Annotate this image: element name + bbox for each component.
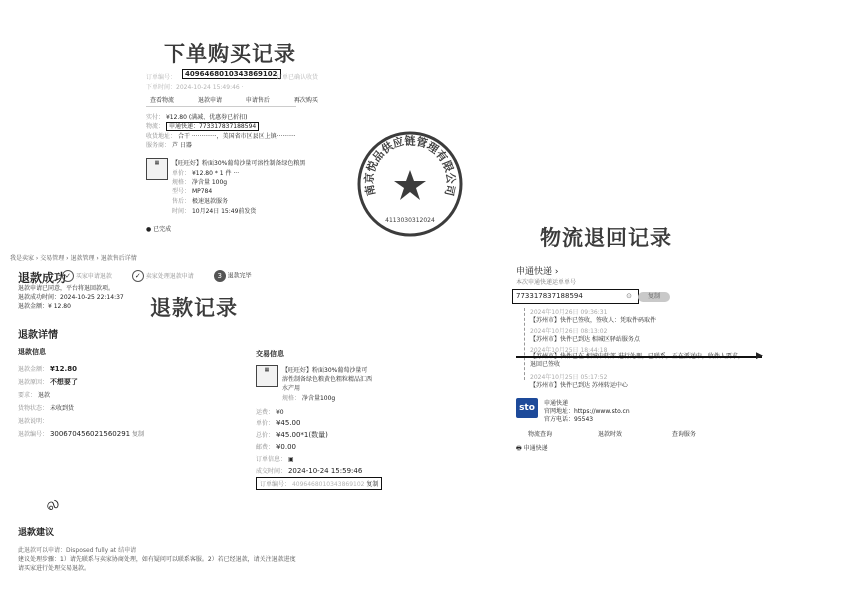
- step-3-number-icon: 3: [214, 270, 226, 282]
- order-service-label: 售后：: [172, 198, 191, 205]
- refund-request-label: 要求：: [18, 392, 37, 399]
- order-price-row: [172, 168, 239, 177]
- trade-row: [256, 430, 328, 440]
- refund-note-label: 退款说明：: [18, 418, 49, 425]
- refund-status-line-2: 退款成功时间：2024-10-25 22:14:37: [18, 294, 124, 301]
- company-name: 申通快递: [544, 400, 569, 407]
- timeline-event-time: 2024年10月25日 05:17:52: [530, 374, 608, 381]
- order-time-blur: 下单时间：2024-10-24 15:49:46 ·: [146, 84, 244, 91]
- refund-reason-value: 不想要了: [49, 378, 78, 386]
- order-time-label: 时间：: [172, 208, 191, 215]
- order-tracking-label: 物流：: [146, 123, 165, 130]
- refund-suggest-line-3: 请买家进行处理交易退款。: [18, 565, 91, 572]
- refund-steps: [62, 270, 252, 282]
- order-seller-row: [146, 140, 192, 149]
- order-service-row: [172, 196, 228, 205]
- step-3-label: 退款完毕: [227, 272, 252, 280]
- refund-request-value: 退款: [37, 392, 50, 399]
- order-amount-value: ¥12.80 (满减、优惠券已折扣): [165, 114, 248, 121]
- company-phone[interactable]: 官方电话：95543: [544, 416, 594, 423]
- logistics-footer-text: 申通快递: [523, 445, 548, 452]
- timeline-event-text: 【苏州市】快件已在 相城中转部 进行处理，已联系，正在派送中，收件人要求，退回已签收: [530, 353, 744, 368]
- logistics-actions: [528, 429, 696, 438]
- timeline-line: [524, 308, 525, 380]
- breadcrumb-item[interactable]: 我是卖家: [10, 255, 35, 262]
- order-seller-label: 服务商：: [146, 142, 171, 149]
- step-2-label: 卖家处理退款申请: [145, 272, 194, 280]
- refund-suggest-line-2: 建议处理步骤：1）请先联系与卖家协商处理，如有疑问可以联系客服。2）若已经退款，请关注退款进度: [18, 556, 296, 563]
- company-website[interactable]: 官网地址：https://www.sto.cn: [544, 408, 630, 415]
- refund-info-row: [18, 390, 50, 399]
- timeline-event-text: 【苏州市】快件已到达 相城区驿站服务点: [530, 336, 640, 343]
- timeline-event-text: 【苏州市】快件已签收，签收人：凭取件码取件: [530, 317, 657, 324]
- breadcrumb-item[interactable]: 交易管理: [40, 255, 65, 262]
- order-time-value: 10月24日 15:49前发货: [191, 208, 257, 215]
- timeline-underline-arrow: [516, 356, 762, 358]
- trade-row: [256, 466, 362, 475]
- order-product-thumbnail[interactable]: ▦: [146, 158, 168, 180]
- refund-info-row: [18, 377, 78, 387]
- trade-row: [256, 418, 300, 427]
- order-service-value: 极速退款服务: [191, 198, 228, 205]
- order-tabs: [150, 95, 318, 104]
- trade-info-title: 交易信息: [256, 350, 284, 358]
- refund-info-title: 退款信息: [18, 348, 46, 356]
- order-spec-value: 净含量 100g: [191, 179, 228, 186]
- trade-order-number-value: 4096468010343869102: [291, 481, 365, 488]
- refund-info-row: [18, 403, 74, 412]
- sto-logo: sto: [516, 398, 538, 418]
- refund-goods-status-value: 未收到货: [49, 405, 74, 412]
- logistics-section-title: 物流退回记录: [540, 226, 672, 250]
- order-product-name[interactable]: 【旺旺好】粉面30%葡萄沙量可溶性制备绿色粮黑: [172, 160, 306, 167]
- trade-deal-time-label: 成交时间：: [256, 468, 287, 475]
- action-timeliness-link[interactable]: 退款时效: [597, 431, 622, 438]
- order-blur-label: 订单编号：: [146, 74, 177, 81]
- logistics-subtitle: 本次申通快递运单单号: [516, 279, 577, 286]
- refund-number-label: 退款编号：: [18, 431, 49, 438]
- order-status-row: [146, 224, 171, 233]
- logistics-copy-button[interactable]: 复制: [638, 292, 670, 302]
- refund-amount-label: 退款金额：: [18, 366, 49, 373]
- timeline-event-time: 2024年10月25日 18:44:18: [530, 347, 608, 354]
- refund-info-row: [18, 429, 144, 438]
- trade-postage-value: ¥0.00: [275, 443, 296, 451]
- logistics-carrier[interactable]: 申通快递 ›: [516, 267, 559, 277]
- refund-info-row: [18, 416, 48, 425]
- step-1-label: 买家申请退款: [75, 272, 112, 280]
- handwriting-mark: ல: [42, 492, 62, 515]
- order-tracking-box: 申通快递：773317837188594: [166, 122, 259, 131]
- seal-star-icon: [394, 170, 426, 200]
- refund-number-value: 300670456021560291: [49, 430, 131, 438]
- order-address-row: [146, 131, 296, 140]
- qr-icon[interactable]: ▣: [287, 456, 294, 463]
- timeline-event-time: 2024年10月26日 09:36:31: [530, 309, 608, 316]
- order-status-blur: 订单已确认收货: [276, 74, 319, 81]
- refund-info-row: [18, 364, 77, 373]
- refund-number-copy-link[interactable]: 复制: [132, 431, 145, 438]
- info-icon: ⊙: [626, 292, 632, 300]
- refund-goods-status-label: 货物状态：: [18, 405, 49, 412]
- trade-row: [256, 407, 284, 416]
- company-seal: [356, 130, 464, 238]
- order-amount-row: [146, 112, 248, 121]
- order-address-label: 收货地址：: [146, 133, 177, 140]
- timeline-event-text: 【苏州市】快件已到达 苏州转运中心: [530, 382, 628, 389]
- refund-section-title: 退款记录: [150, 296, 238, 320]
- order-spec-label: 规格：: [172, 179, 191, 186]
- trade-spec-label: 规格：: [282, 395, 301, 402]
- step-1-check-icon: ✓: [62, 270, 74, 282]
- refund-suggest-title: 退款建议: [18, 528, 55, 538]
- order-tab-refund[interactable]: 退款申请: [197, 97, 222, 104]
- refund-status-line-3: 退款金额：¥ 12.80: [18, 303, 71, 310]
- breadcrumb-item[interactable]: 退款管理: [70, 255, 95, 262]
- order-price-value: ¥12.80 * 1 件 ···: [191, 170, 240, 177]
- trade-unit-price-value: ¥45.00: [275, 419, 301, 427]
- refund-suggest-line-1: 此退款可以申请：Disposed fully at 结申请: [18, 547, 137, 554]
- trade-order-number-label: 订单编号：: [260, 481, 291, 488]
- order-spec-row: [172, 177, 227, 186]
- action-service-link[interactable]: 查询服务: [671, 431, 696, 438]
- timeline-event-time: 2024年10月26日 08:13:02: [530, 328, 608, 335]
- order-tab-aftersale[interactable]: 申请售后: [245, 97, 270, 104]
- breadcrumb-item: 退款售后详情: [100, 255, 137, 262]
- arrow-right-icon: ▶: [756, 351, 763, 361]
- order-model-row: [172, 186, 212, 195]
- trade-shipping-value: ¥0: [275, 409, 284, 416]
- refund-status-title: 退款成功: [18, 271, 67, 285]
- trade-row: [256, 454, 294, 463]
- trade-spec-row: [282, 393, 335, 402]
- trade-spec-value: 净含量100g: [301, 395, 336, 402]
- logistics-tracking-number: 773317837188594: [516, 292, 583, 300]
- order-model-value: MP784: [191, 188, 213, 195]
- trade-order-number-box: [256, 477, 382, 490]
- trade-deal-time-value: 2024-10-24 15:59:46: [287, 467, 363, 475]
- order-model-label: 型号：: [172, 188, 191, 195]
- seal-company-text: 南京悦品供应链管理有限公司: [362, 134, 458, 197]
- order-tabs-divider: [146, 106, 296, 107]
- refund-details-title: 退款详情: [18, 330, 58, 341]
- seal-number: 4113030312024: [385, 217, 435, 224]
- refund-amount-value: ¥12.80: [49, 365, 77, 373]
- trade-order-copy-link[interactable]: 复制: [366, 481, 379, 488]
- order-address-value: 合干 ·············，美国省市区县区上镇··········: [177, 133, 296, 140]
- trade-product-thumbnail[interactable]: ▦: [256, 365, 278, 387]
- trade-product-name[interactable]: 【旺旺好】粉面30%葡萄沙量可溶性制备绿色粮黄色粗粒精品汇西水产用: [282, 367, 373, 392]
- order-status-value: 已完成: [153, 226, 172, 233]
- order-time-row: [172, 206, 256, 215]
- step-2-check-icon: ✓: [132, 270, 144, 282]
- order-number-box: 4096468010343869102: [182, 69, 281, 79]
- trade-unit-price-label: 单价：: [256, 420, 275, 427]
- order-price-label: 单价：: [172, 170, 191, 177]
- action-track-link[interactable]: 物流查询: [528, 431, 553, 438]
- order-status-dot-icon: ●: [146, 226, 152, 233]
- refund-reason-label: 退款原因：: [18, 379, 49, 386]
- order-seller-value: 芦 日器: [171, 142, 192, 149]
- refund-breadcrumb: 我是卖家 › 交易管理 › 退款管理 › 退款售后详情: [10, 255, 137, 262]
- trade-total-label: 总价：: [256, 432, 275, 439]
- order-tab-logistics[interactable]: 查看物流: [150, 97, 175, 104]
- trade-total-value: ¥45.00*1(数量): [275, 431, 328, 439]
- trade-order-info-label: 订单信息：: [256, 456, 287, 463]
- refund-status-line-1: 退款申请已同意，平台将退回款项。: [18, 285, 115, 292]
- logistics-tracking-box: [512, 289, 639, 304]
- order-tracking-row: [146, 121, 259, 130]
- trade-postage-label: 邮费：: [256, 444, 275, 451]
- order-amount-label: 实付：: [146, 114, 165, 121]
- order-section-title: 下单购买记录: [164, 42, 296, 66]
- logistics-footer: [516, 443, 548, 454]
- print-icon: 🖶: [516, 445, 522, 452]
- trade-shipping-label: 运费：: [256, 409, 275, 416]
- trade-row: [256, 442, 296, 451]
- order-tab-rebuy[interactable]: 再次购买: [293, 97, 318, 104]
